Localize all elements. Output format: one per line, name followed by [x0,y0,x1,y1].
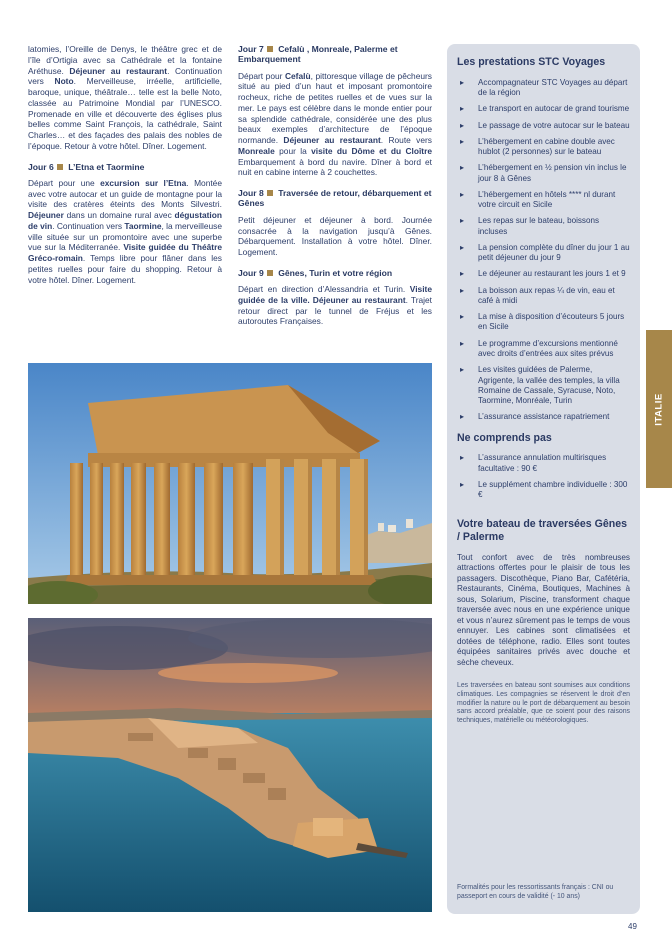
not-included-item: ▸ Le supplément chambre individuelle : 300 € [457,480,630,501]
temple-photo [28,363,432,604]
itinerary-column-1 [28,44,222,285]
itinerary-column-2 [238,44,432,327]
day7-label: Jour 7 [238,44,264,54]
text-run: , la merveilleuse ville située sur un promontoire avec une superbe vue sur la Méditerranée. [28,220,223,253]
day9-label: Jour 9 [238,267,264,278]
square-bullet-icon [267,46,273,52]
bold-text-run: Visite guidée du Théâtre Gréco-romain [28,242,222,264]
included-item: ▸ La mise à disposition d’écouteurs 5 jours en Sicile [457,312,630,333]
bold-text-run: Taormine [124,220,162,231]
square-bullet-icon [267,190,273,196]
day9-heading [238,268,432,278]
included-item: ▸ Le déjeuner au restaurant les jours 1 et 9 [457,269,630,279]
text-run: , pittoresque village de pêcheurs situé au pied d’un haut et imposant promontoire rocheux, riche de petites ruelles et de vues sur la mer. Le pays est célèbre dans le monde entier pour sa splendide cathédrale, considérée une des plus beaux exemples d’architecture de l’époque normande. [238,70,432,146]
day5-continuation [28,44,222,152]
included-item: ▸ Le passage de votre autocar sur le bateau [457,121,630,131]
country-tab [646,330,672,488]
included-item: ▸ Le programme d’excursions mentionné avec droits d’entrées aux sites prévus [457,339,630,360]
not-included-item: ▸ L’assurance annulation multirisques facultative : 90 € [457,453,630,474]
bold-text-run: Déjeuner au restaurant [69,65,168,76]
included-item: ▸ Les repas sur le bateau, boissons incluses [457,216,630,237]
bold-text-run: visite du Dôme et du Cloître [311,145,432,156]
day8-label: Jour 8 [238,188,264,199]
text-run: . Continuation vers [28,65,222,87]
included-title: Les prestations STC Voyages [457,56,606,68]
text-run: Embarquement à bord du navire. Dîner à bord et nuit en cabine interne à 2 couchettes. [238,156,432,178]
text-run: dans un domaine rural avec [63,210,175,221]
day7-title: Cefalù , Monreale, Palerme et Embarquement [238,44,398,65]
day6-label: Jour 6 [28,161,54,172]
included-item: ▸ La boisson aux repas ¼ de vin, eau et café à midi [457,286,630,307]
included-item: ▸ L’hébergement en hôtels **** nl durant votre circuit en Sicile [457,190,630,211]
included-item: ▸ Le transport en autocar de grand tourisme [457,104,630,114]
country-tab-label: ITALIE [653,392,665,426]
included-item: ▸ L’assurance assistance rapatriement [457,412,630,422]
day9-title: Gênes, Turin et votre région [278,267,393,278]
formalities-note: Formalités pour les ressortissants français : CNI ou passeport en cours de validité (- 10 ans) [457,884,614,901]
day6-title: L’Etna et Taormine [68,161,145,172]
text-run: Départ en direction d’Alessandria et Turin. [238,284,410,295]
text-run: . Trajet retour direct par le tunnel de Fréjus et les autoroutes Françaises. [238,294,432,327]
bold-text-run: Monreale [238,145,275,156]
text-run: . Merveilleuse, irréelle, artificielle, baroque, unique, théâtrale… telle est la belle Noto, classée au Patrimoine Mondial par l’UNESCO. Promenade en ville et découverte des églises plus belles comme Saint François, la cathédrale, Saint Charles… et des façades des palais des nobles de l’époque. Retour à votre hôtel. Dîner. Logement. [28,76,222,151]
included-item: ▸ L’hébergement en cabine double avec hublot (2 personnes) sur le bateau [457,137,630,158]
day8-heading [238,188,432,209]
boat-title: Votre bateau de traversées Gênes / Palerme [457,518,627,544]
boat-description: Tout confort avec de très nombreuses attractions offertes pour le plaisir de tous les passagers. Discothèque, Piano Bar, Cafétéria, Restaurants, Cinéma, Boutiques, Machines à sous, Solarium, Piscine, transforment chaque traversée avec nous en une expérience unique et vous n’aurez sûrement pas le temps de vous ennuyer. Les cabines sont climatisées et dotées de téléphone, radio. Elles sont toutes équipées sanitaires privés avec douche et sèche cheveux. [457,552,630,667]
bold-text-run: dégustation de vin [28,210,222,231]
bold-text-run: Noto [54,76,74,87]
text-run: Départ pour une [28,177,101,188]
bold-text-run: excursion sur l’Etna [100,177,187,188]
day9-body [238,284,432,327]
square-bullet-icon [267,270,273,276]
text-run: . Montée avec votre autocar et un guide de montagne pour la visite des cratères éteints des Monts Silvestri. [28,177,222,210]
info-sidebar [447,44,640,914]
bold-text-run: Visite guidée de la ville. Déjeuner au restaurant [238,284,432,305]
not-included-list [457,453,630,500]
included-item: ▸ Les visites guidées de Palerme, Agrigente, la vallée des temples, la villa Romaine de Cassale, Syracuse, Noto, Taormine, Monréale, Turin [457,365,630,406]
bold-text-run: Déjeuner au restaurant [283,135,381,146]
text-run: Départ pour [238,70,285,81]
day6-body [28,178,222,286]
day8-title: Traversée de retour, débarquement et Gênes [238,188,432,209]
day6-heading [28,162,222,172]
bold-text-run: Déjeuner [28,210,64,221]
bold-text-run: Cefalù [284,70,311,81]
ortigia-illustration [28,618,432,912]
ortigia-photo [28,618,432,912]
text-run: pour la [274,145,312,156]
boat-note: Les traversées en bateau sont soumises aux conditions climatiques. Les compagnies se réservent le droit d’en modifier la nature ou le port de débarquement au besoin sans accord préalable, que ce soient pour des raisons techniques, matérielle ou météorologiques. [457,682,630,724]
included-list [457,78,630,423]
included-item: ▸ L’hébergement en ½ pension vin inclus le jour 8 à Gênes [457,163,630,184]
not-included-title: Ne comprends pas [457,431,552,444]
text-run: . Continuation vers [52,220,125,231]
day8-body [238,215,432,258]
square-bullet-icon [57,164,63,170]
text-run: . Temps libre pour flâner dans les petites ruelles pour faire du shopping. Retour à votre hôtel. Dîner. Logement. [28,253,222,285]
text-run: . Route vers [380,135,432,146]
page-number: 49 [628,922,637,931]
day7-body [238,71,432,179]
included-item: ▸ Accompagnateur STC Voyages au départ de la région [457,78,630,99]
text-run: latomies, l’Oreille de Denys, le théâtre grec et de l’île d’Ortigia avec sa Cathédrale et la fontaine Aréthuse. [28,44,222,76]
included-item: ▸ La pension complète du dîner du jour 1 au petit déjeuner du jour 9 [457,243,630,264]
day7-heading [238,44,432,65]
temple-illustration [28,363,432,604]
text-run: Petit déjeuner et déjeuner à bord. Journée consacrée à la navigation jusqu’à Gênes. Débarquement. Installation à votre hôtel. Dîner. Logement. [238,214,432,257]
